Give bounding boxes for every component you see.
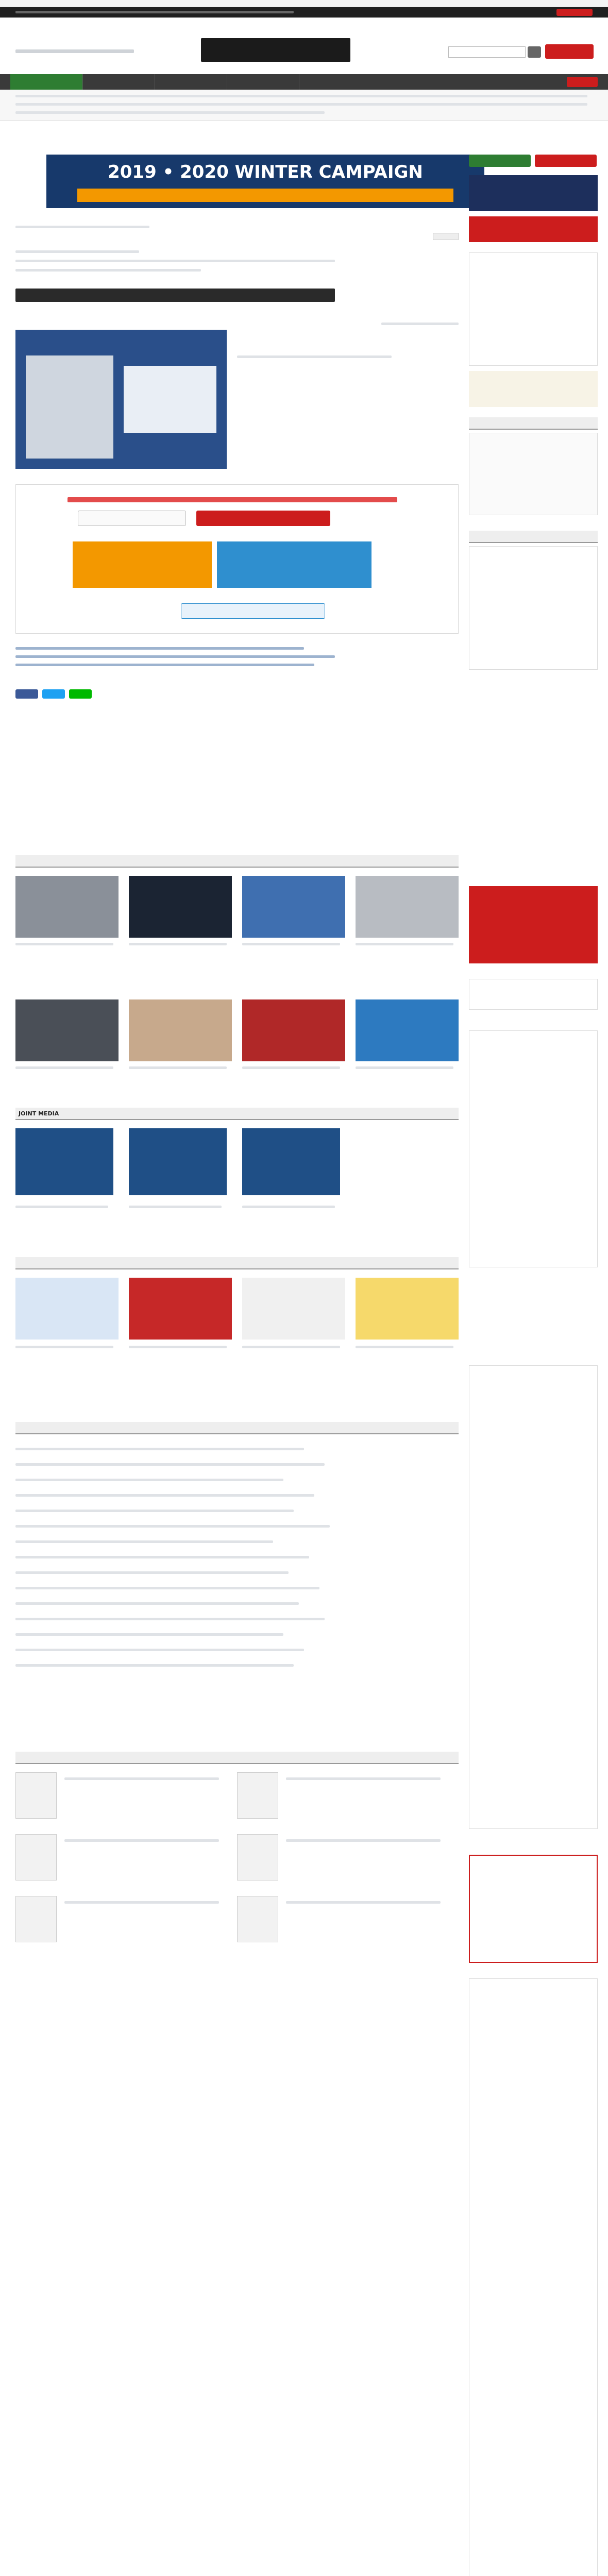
list-item[interactable] [15, 1602, 299, 1605]
tab-2[interactable] [82, 74, 155, 90]
pr-card[interactable] [356, 1278, 459, 1340]
font-size-controls[interactable] [433, 233, 459, 240]
recommended-card[interactable] [237, 1834, 278, 1880]
pr-header [15, 1257, 459, 1269]
calendar-header [469, 417, 598, 430]
right-column [469, 155, 598, 2576]
list-item[interactable] [15, 1556, 309, 1558]
list-item[interactable] [15, 1494, 314, 1497]
list-item[interactable] [15, 1448, 304, 1450]
paywall-notice [67, 497, 397, 502]
ranking-header [469, 531, 598, 543]
joint-media-card[interactable] [129, 1128, 227, 1195]
pickup-card[interactable] [129, 876, 232, 938]
plan-paid[interactable] [73, 541, 212, 588]
pickup-card[interactable] [356, 876, 459, 938]
list-item[interactable] [15, 1479, 283, 1481]
digital-button[interactable] [535, 155, 597, 167]
recommended-card[interactable] [237, 1772, 278, 1819]
recommended-card[interactable] [15, 1896, 57, 1942]
pickup-card[interactable] [15, 999, 119, 1061]
tab-4[interactable] [227, 74, 299, 90]
pickup-card[interactable] [356, 999, 459, 1061]
robot-ad[interactable] [469, 886, 598, 963]
pr-card[interactable] [129, 1278, 232, 1340]
free-trial-button[interactable] [196, 511, 330, 526]
ranking-list[interactable] [469, 546, 598, 670]
ad-banner-2[interactable] [469, 216, 598, 242]
joint-media-card[interactable] [242, 1128, 340, 1195]
recommended-card[interactable] [15, 1772, 57, 1819]
nav-login-button[interactable] [567, 77, 598, 87]
ad-banner-1[interactable] [469, 175, 598, 211]
pr-card[interactable] [15, 1278, 119, 1340]
ad-article-box[interactable] [469, 371, 598, 407]
recommended-card[interactable] [237, 1896, 278, 1942]
promo-headline: 2019 • 2020 WINTER CAMPAIGN [108, 162, 423, 182]
recommended-header [15, 1752, 459, 1764]
topics-list[interactable] [469, 1030, 598, 1267]
new-articles-list [15, 1443, 459, 1700]
site-header [0, 18, 608, 74]
pr-grid [15, 1278, 459, 1406]
calendar-widget[interactable] [469, 433, 598, 515]
tab-joint-media[interactable] [299, 74, 371, 90]
pickup-grid [15, 876, 459, 1144]
list-item[interactable] [15, 1525, 330, 1528]
joint-media-title: JOINT MEDIA [19, 1110, 59, 1117]
list-item[interactable] [15, 1633, 283, 1636]
pickup-card[interactable] [129, 999, 232, 1061]
recommended-grid [15, 1772, 459, 1958]
pickup-card[interactable] [15, 876, 119, 938]
ebook-button[interactable] [181, 603, 325, 619]
list-item[interactable] [15, 1463, 325, 1466]
search-button[interactable] [528, 46, 541, 58]
subscribe-button[interactable] [469, 155, 531, 167]
signup-button[interactable] [545, 44, 594, 59]
list-item[interactable] [15, 1540, 273, 1543]
list-item[interactable] [15, 1664, 294, 1667]
article-image [15, 330, 227, 469]
column-list[interactable] [469, 1978, 598, 2576]
list-item[interactable] [15, 1587, 319, 1589]
article-date [381, 323, 459, 325]
member-login-button[interactable] [78, 511, 186, 526]
pickup-card[interactable] [242, 876, 345, 938]
related-links[interactable] [15, 644, 459, 680]
sub-nav [0, 90, 608, 121]
date-line [15, 49, 134, 53]
main-nav [0, 74, 608, 90]
article-tags[interactable] [15, 247, 459, 283]
search-input[interactable] [448, 46, 526, 58]
list-item[interactable] [15, 1510, 294, 1512]
tab-3[interactable] [155, 74, 227, 90]
image-caption [237, 355, 392, 358]
joint-media-card[interactable] [15, 1128, 113, 1195]
new-articles-header [15, 1422, 459, 1434]
tab-news[interactable] [10, 74, 82, 90]
social-follow[interactable] [469, 979, 598, 1010]
recommended-card[interactable] [15, 1834, 57, 1880]
newspaper-ad[interactable] [469, 1855, 598, 1963]
top-links-bar [0, 7, 608, 18]
pickup-card[interactable] [242, 999, 345, 1061]
login-box [469, 252, 598, 366]
browser-url-bar[interactable] [0, 0, 608, 7]
top-badge[interactable] [556, 9, 593, 16]
list-item[interactable] [15, 1649, 304, 1651]
article-title [15, 289, 335, 302]
pr-card[interactable] [242, 1278, 345, 1340]
promo-banner[interactable] [46, 155, 484, 208]
list-item[interactable] [15, 1618, 325, 1620]
promo-subline-strip [77, 189, 453, 202]
social-buttons[interactable] [15, 689, 124, 699]
site-logo[interactable] [201, 38, 350, 62]
pickup-header [15, 855, 459, 868]
plan-digital[interactable] [217, 541, 371, 588]
paywall-box [15, 484, 459, 634]
joint-media-grid [15, 1128, 459, 1262]
joint-media-header [15, 1108, 459, 1120]
breadcrumb[interactable] [15, 226, 149, 228]
list-item[interactable] [15, 1571, 289, 1574]
event-list[interactable] [469, 1365, 598, 1829]
